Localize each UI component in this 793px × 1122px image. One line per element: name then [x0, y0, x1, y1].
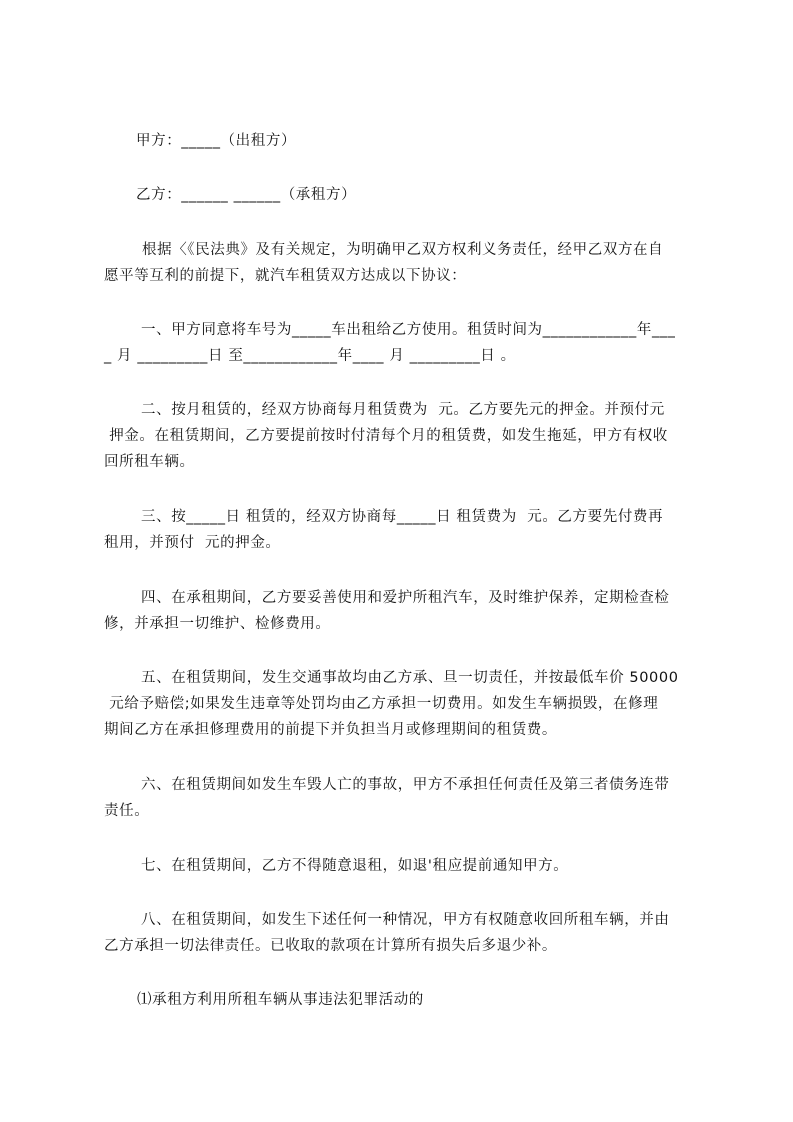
- clause-1-line-2: _ 月 _________日 至____________年____ 月 _________日 。: [104, 348, 516, 364]
- clause-8-line-2: 乙方承担一切法律责任。已收取的款项在计算所有损失后多退少补。: [104, 938, 557, 954]
- clause-1-line-1: 一、甲方同意将车号为_____车出租给乙方使用。租赁时间为____________年___: [141, 322, 676, 338]
- clause-5-line-1: 五、在租赁期间，发生交通事故均由乙方承、旦一切责任，并按最低车价 50000: [141, 670, 679, 686]
- clause-2-line-3: 回所租车辆。: [104, 454, 195, 470]
- clause-5-line-3: 期间乙方在承担修理费用的前提下并负担当月或修理期间的租赁费。: [104, 722, 557, 738]
- clause-2-line-1: 二、按月租赁的，经双方协商每月租赁费为 元。乙方要先元的押金。并预付元: [141, 402, 665, 418]
- clause-2-line-2: 押金。在租赁期间，乙方要提前按时付清每个月的租赁费，如发生拖延，甲方有权收: [104, 428, 668, 444]
- party-a-line: 甲方：_____（出租方）: [136, 133, 297, 149]
- clause-3-line-1: 三、按_____日 租赁的，经双方协商每_____日 租赁费为 元。乙方要先付费再: [141, 509, 664, 525]
- clause-3-line-2: 租用，并预付 元的押金。: [104, 535, 281, 551]
- clause-4-line-1: 四、在承租期间，乙方要妥善使用和爱护所租汽车，及时维护保养，定期检查检: [141, 590, 670, 606]
- item-1-line: ⑴承租方利用所租车辆从事违法犯罪活动的: [137, 992, 424, 1008]
- clause-5-line-2: 元给予赔偿;如果发生违章等处罚均由乙方承担一切费用。如发生车辆损毁，在修理: [104, 696, 659, 712]
- preamble-line-1: 根据〈《民法典》及有关规定，为明确甲乙双方权利义务责任，经甲乙双方在自: [142, 242, 664, 258]
- party-b-line: 乙方：______ ______（承租方）: [136, 187, 357, 203]
- preamble-line-2: 愿平等互利的前提下，就汽车租赁双方达成以下协议：: [104, 268, 467, 284]
- clause-6-line-1: 六、在租赁期间如发生车毁人亡的事故，甲方不承担任何责任及第三者债务连带: [141, 777, 670, 793]
- clause-8-line-1: 八、在租赁期间，如发生下述任何一种情况，甲方有权随意收回所租车辆，并由: [141, 912, 670, 928]
- clause-4-line-2: 修，并承担一切维护、检修费用。: [104, 616, 331, 632]
- clause-7-line-1: 七、在租赁期间，乙方不得随意退租，如退'租应提前通知甲方。: [141, 858, 569, 874]
- clause-6-line-2: 责任。: [104, 803, 150, 819]
